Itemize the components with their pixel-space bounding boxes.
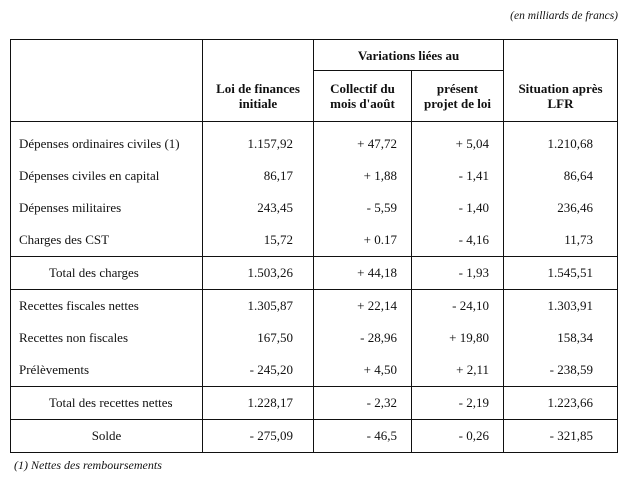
table-row xyxy=(11,322,618,354)
header-row-columns xyxy=(11,71,618,122)
row-label: Total des charges xyxy=(11,257,203,290)
cell-lfi: 1.503,26 xyxy=(203,257,314,290)
footnote: (1) Nettes des remboursements xyxy=(14,458,162,472)
table-row xyxy=(11,354,618,387)
cell-situation: 1.223,66 xyxy=(504,387,618,420)
row-label: Prélèvements xyxy=(11,354,203,387)
row-label: Recettes fiscales nettes xyxy=(11,290,203,323)
cell-lfi: 167,50 xyxy=(203,322,314,354)
header-group-variations: Variations liées au xyxy=(314,40,504,71)
header-empty-col4 xyxy=(504,40,618,71)
row-label: Dépenses militaires xyxy=(11,192,203,224)
cell-collectif: - 28,96 xyxy=(314,322,412,354)
cell-situation: - 321,85 xyxy=(504,420,618,453)
total-recettes-row xyxy=(11,387,618,420)
finance-table xyxy=(10,39,618,453)
cell-projet: + 2,11 xyxy=(412,354,504,387)
cell-lfi: 1.228,17 xyxy=(203,387,314,420)
table-row xyxy=(11,224,618,257)
table-row xyxy=(11,122,618,161)
row-label: Dépenses civiles en capital xyxy=(11,160,203,192)
cell-collectif: + 0.17 xyxy=(314,224,412,257)
cell-collectif: + 47,72 xyxy=(314,122,412,161)
cell-projet: - 4,16 xyxy=(412,224,504,257)
header-empty-label xyxy=(11,40,203,71)
cell-collectif: - 46,5 xyxy=(314,420,412,453)
cell-lfi: - 275,09 xyxy=(203,420,314,453)
unit-note: (en milliards de francs) xyxy=(510,10,618,22)
cell-lfi: 243,45 xyxy=(203,192,314,224)
cell-lfi: 1.305,87 xyxy=(203,290,314,323)
cell-projet: - 2,19 xyxy=(412,387,504,420)
cell-projet: + 19,80 xyxy=(412,322,504,354)
total-charges-row xyxy=(11,257,618,290)
cell-projet: + 5,04 xyxy=(412,122,504,161)
cell-lfi: 15,72 xyxy=(203,224,314,257)
cell-collectif: + 44,18 xyxy=(314,257,412,290)
row-label: Dépenses ordinaires civiles (1) xyxy=(11,122,203,161)
cell-collectif: + 4,50 xyxy=(314,354,412,387)
header-col-lfi: Loi de finances initiale xyxy=(203,71,314,122)
header-col-projet: présent projet de loi xyxy=(412,71,504,122)
row-label: Charges des CST xyxy=(11,224,203,257)
cell-situation: 1.303,91 xyxy=(504,290,618,323)
cell-situation: 236,46 xyxy=(504,192,618,224)
cell-collectif: + 22,14 xyxy=(314,290,412,323)
cell-projet: - 1,41 xyxy=(412,160,504,192)
table-row xyxy=(11,192,618,224)
cell-lfi: 86,17 xyxy=(203,160,314,192)
cell-situation: - 238,59 xyxy=(504,354,618,387)
row-label: Solde xyxy=(11,420,203,453)
cell-lfi: 1.157,92 xyxy=(203,122,314,161)
cell-collectif: + 1,88 xyxy=(314,160,412,192)
header-row-group xyxy=(11,40,618,71)
cell-situation: 1.210,68 xyxy=(504,122,618,161)
cell-situation: 11,73 xyxy=(504,224,618,257)
solde-row xyxy=(11,420,618,453)
header-col-collectif: Collectif du mois d'août xyxy=(314,71,412,122)
row-label: Recettes non fiscales xyxy=(11,322,203,354)
header-label-cell xyxy=(11,71,203,122)
cell-projet: - 0,26 xyxy=(412,420,504,453)
row-label: Total des recettes nettes xyxy=(11,387,203,420)
cell-situation: 158,34 xyxy=(504,322,618,354)
header-empty-col1 xyxy=(203,40,314,71)
table-row xyxy=(11,290,618,323)
cell-projet: - 1,93 xyxy=(412,257,504,290)
cell-projet: - 1,40 xyxy=(412,192,504,224)
cell-lfi: - 245,20 xyxy=(203,354,314,387)
cell-situation: 86,64 xyxy=(504,160,618,192)
cell-collectif: - 2,32 xyxy=(314,387,412,420)
table-row xyxy=(11,160,618,192)
header-col-situation: Situation après LFR xyxy=(504,71,618,122)
cell-collectif: - 5,59 xyxy=(314,192,412,224)
cell-situation: 1.545,51 xyxy=(504,257,618,290)
cell-projet: - 24,10 xyxy=(412,290,504,323)
